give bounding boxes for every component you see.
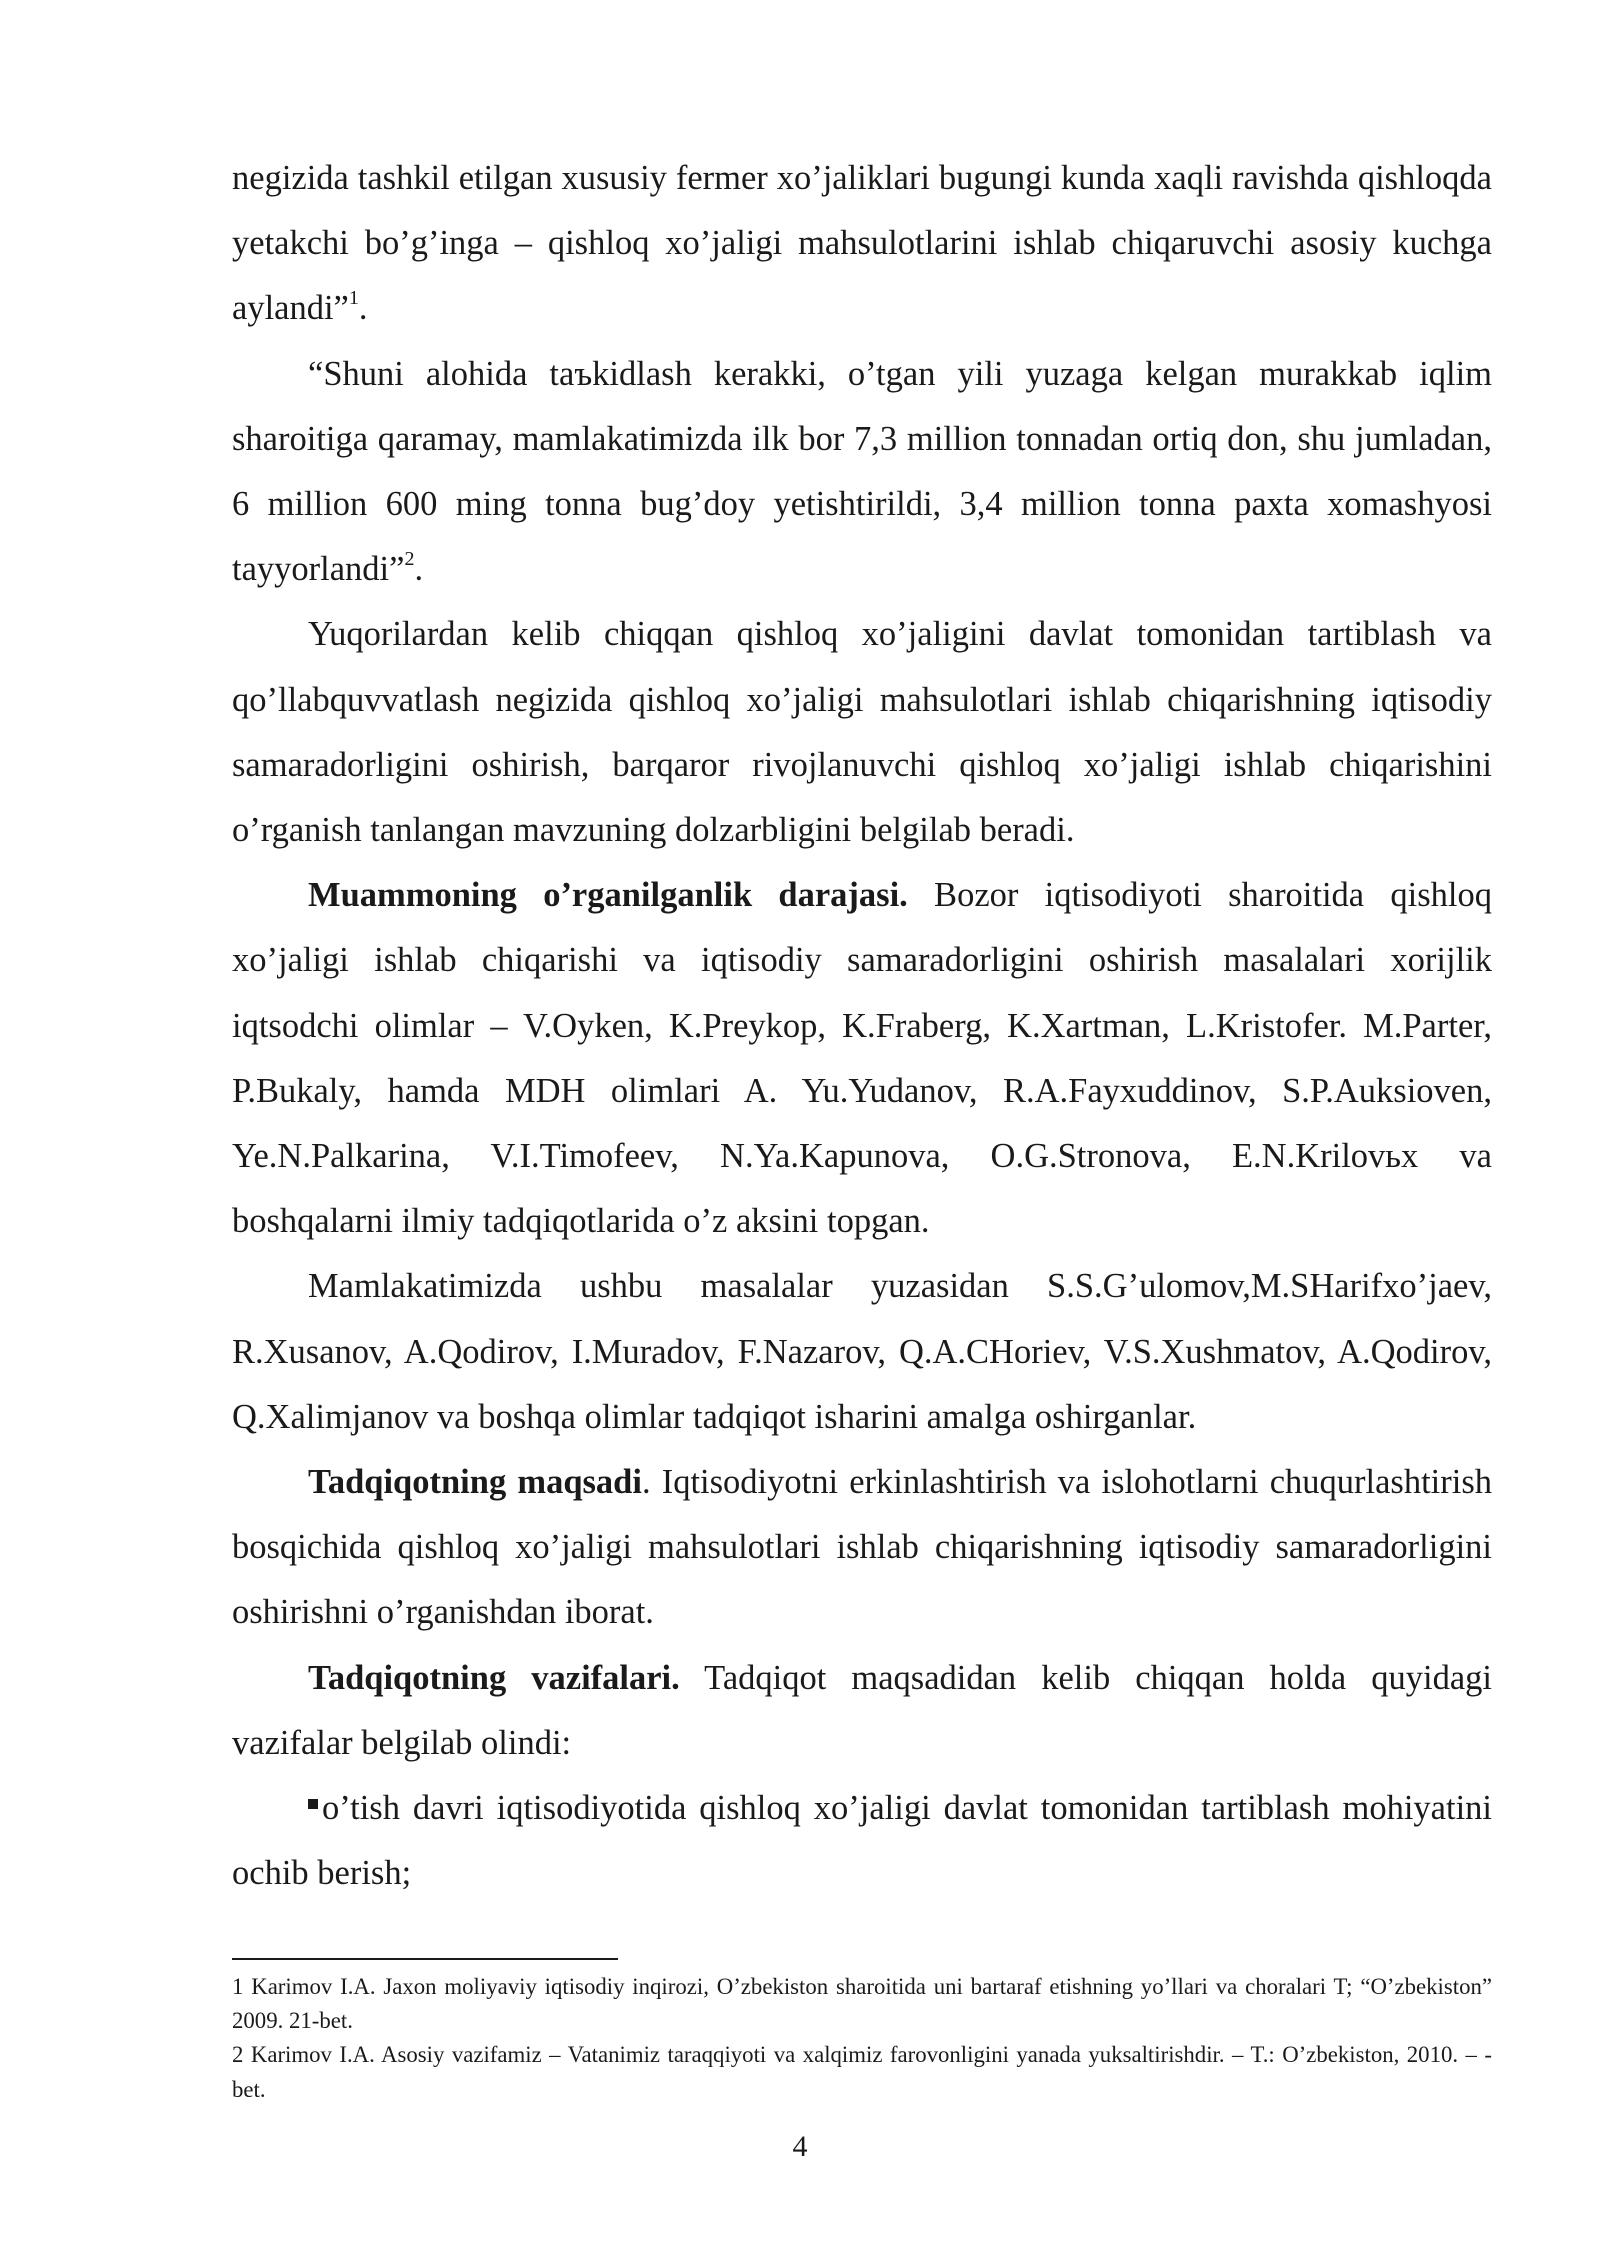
footnote-ref-2: 2 xyxy=(404,548,415,571)
paragraph-2 xyxy=(232,342,1492,603)
paragraph-text: Yuqorilardan kelib chiqqan qishloq xo’jaligini davlat tomonidan tartiblash va qo’llabquvvatlash negizida qishloq xo’jaligi mahsulotlari ishlab chiqarishning iqtisodiy samaradorligini oshirish, barqaror rivojlanuvchi qishloq xo’jaligi ishlab chiqarishini o’rganish tanlangan mavzuning dolzarbligini belgilab beradi. xyxy=(232,615,1492,850)
section-heading-research-tasks: Tadqiqotning vazifalari. xyxy=(308,1658,680,1697)
bullet-item-1 xyxy=(232,1776,1492,1906)
paragraph-tail: . xyxy=(358,289,368,328)
footnote-ref-1: 1 xyxy=(348,287,359,310)
square-bullet-icon xyxy=(308,1799,318,1809)
section-heading-research-goal: Tadqiqotning maqsadi xyxy=(308,1463,642,1502)
paragraph-4 xyxy=(232,863,1492,1254)
paragraph-tail: . xyxy=(414,550,424,589)
paragraph-6 xyxy=(232,1450,1492,1646)
paragraph-text: . Iqtisodiyotni erkinlashtirish va islohotlarni chuqurlashtirish bosqichida qishloq xo’jaligi mahsulotlari ishlab chiqarishning iqtisodiy samaradorligini oshirishni o’rganishdan iborat. xyxy=(232,1463,1492,1632)
paragraph-text: “Shuni alohida taъkidlash kerakki, o’tgan yili yuzaga kelgan murakkab iqlim sharoitiga qaramay, mamlakatimizda ilk bor 7,3 million tonnadan ortiq don, shu jumladan, 6 million 600 ming tonna bug’doy yetishtirildi, 3,4 million tonna paxta xomashyosi tayyorlandi” xyxy=(232,354,1492,589)
paragraph-1 xyxy=(232,146,1492,342)
paragraph-text: negizida tashkil etilgan xususiy fermer xo’jaliklari bugungi kunda xaqli ravishda qishloqda yetakchi bo’g’inga – qishloq xo’jaligi mahsulotlarini ishlab chiqaruvchi asosiy kuchga aylandi” xyxy=(232,159,1492,328)
footnotes xyxy=(232,1970,1492,2107)
paragraph-text: Mamlakatimizda ushbu masalalar yuzasidan S.S.G’ulomov,M.SHarifxo’jaev, R.Xusanov, A.Qodirov, I.Muradov, F.Nazarov, Q.A.CHoriev, V.S.Xushmatov, A.Qodirov, Q.Xalimjanov va boshqa olimlar tadqiqot isharini amalga oshirganlar. xyxy=(232,1267,1492,1436)
body-text xyxy=(232,146,1492,1906)
footnote-2: 2 Karimov I.A. Asosiy vazifamiz – Vatanimiz taraqqiyoti va xalqimiz farovonligini yanada yuksaltirishdir. – T.: O’zbekiston, 2010. – -bet. xyxy=(232,2042,1492,2102)
footnote-separator xyxy=(232,1958,618,1960)
paragraph-text: Tadqiqot maqsadidan kelib chiqqan holda quyidagi vazifalar belgilab olindi: xyxy=(232,1658,1492,1762)
page-number: 4 xyxy=(792,2130,808,2163)
paragraph-5 xyxy=(232,1254,1492,1450)
paragraph-text: Bozor iqtisodiyoti sharoitida qishloq xo’jaligi ishlab chiqarishi va iqtisodiy samaradorligini oshirish masalalari xorijlik iqtsodchi olimlar – V.Oyken, K.Preykop, K.Fraberg, K.Xartman, L.Kristofer. M.Parter, P.Bukaly, hamda MDH olimlari A. Yu.Yudanov, R.A.Fayxuddinov, S.P.Auksioven, Ye.N.Palkarina, V.I.Timofeev, N.Ya.Kapunova, O.G.Stronova, E.N.Krilovьx va boshqalarni ilmiy tadqiqotlarida o’z aksini topgan. xyxy=(232,876,1492,1241)
section-heading-literature-review: Muammoning o’rganilganlik darajasi. xyxy=(308,876,908,915)
paragraph-3 xyxy=(232,602,1492,863)
paragraph-7 xyxy=(232,1646,1492,1776)
bullet-text: o’tish davri iqtisodiyotida qishloq xo’jaligi davlat tomonidan tartiblash mohiyatini ochib berish; xyxy=(232,1789,1492,1893)
footnote-1: 1 Karimov I.A. Jaxon moliyaviy iqtisodiy inqirozi, O’zbekiston sharoitida uni bartaraf etishning yo’llari va choralari T; “O’zbekiston” 2009. 21-bet. xyxy=(232,1974,1492,2034)
